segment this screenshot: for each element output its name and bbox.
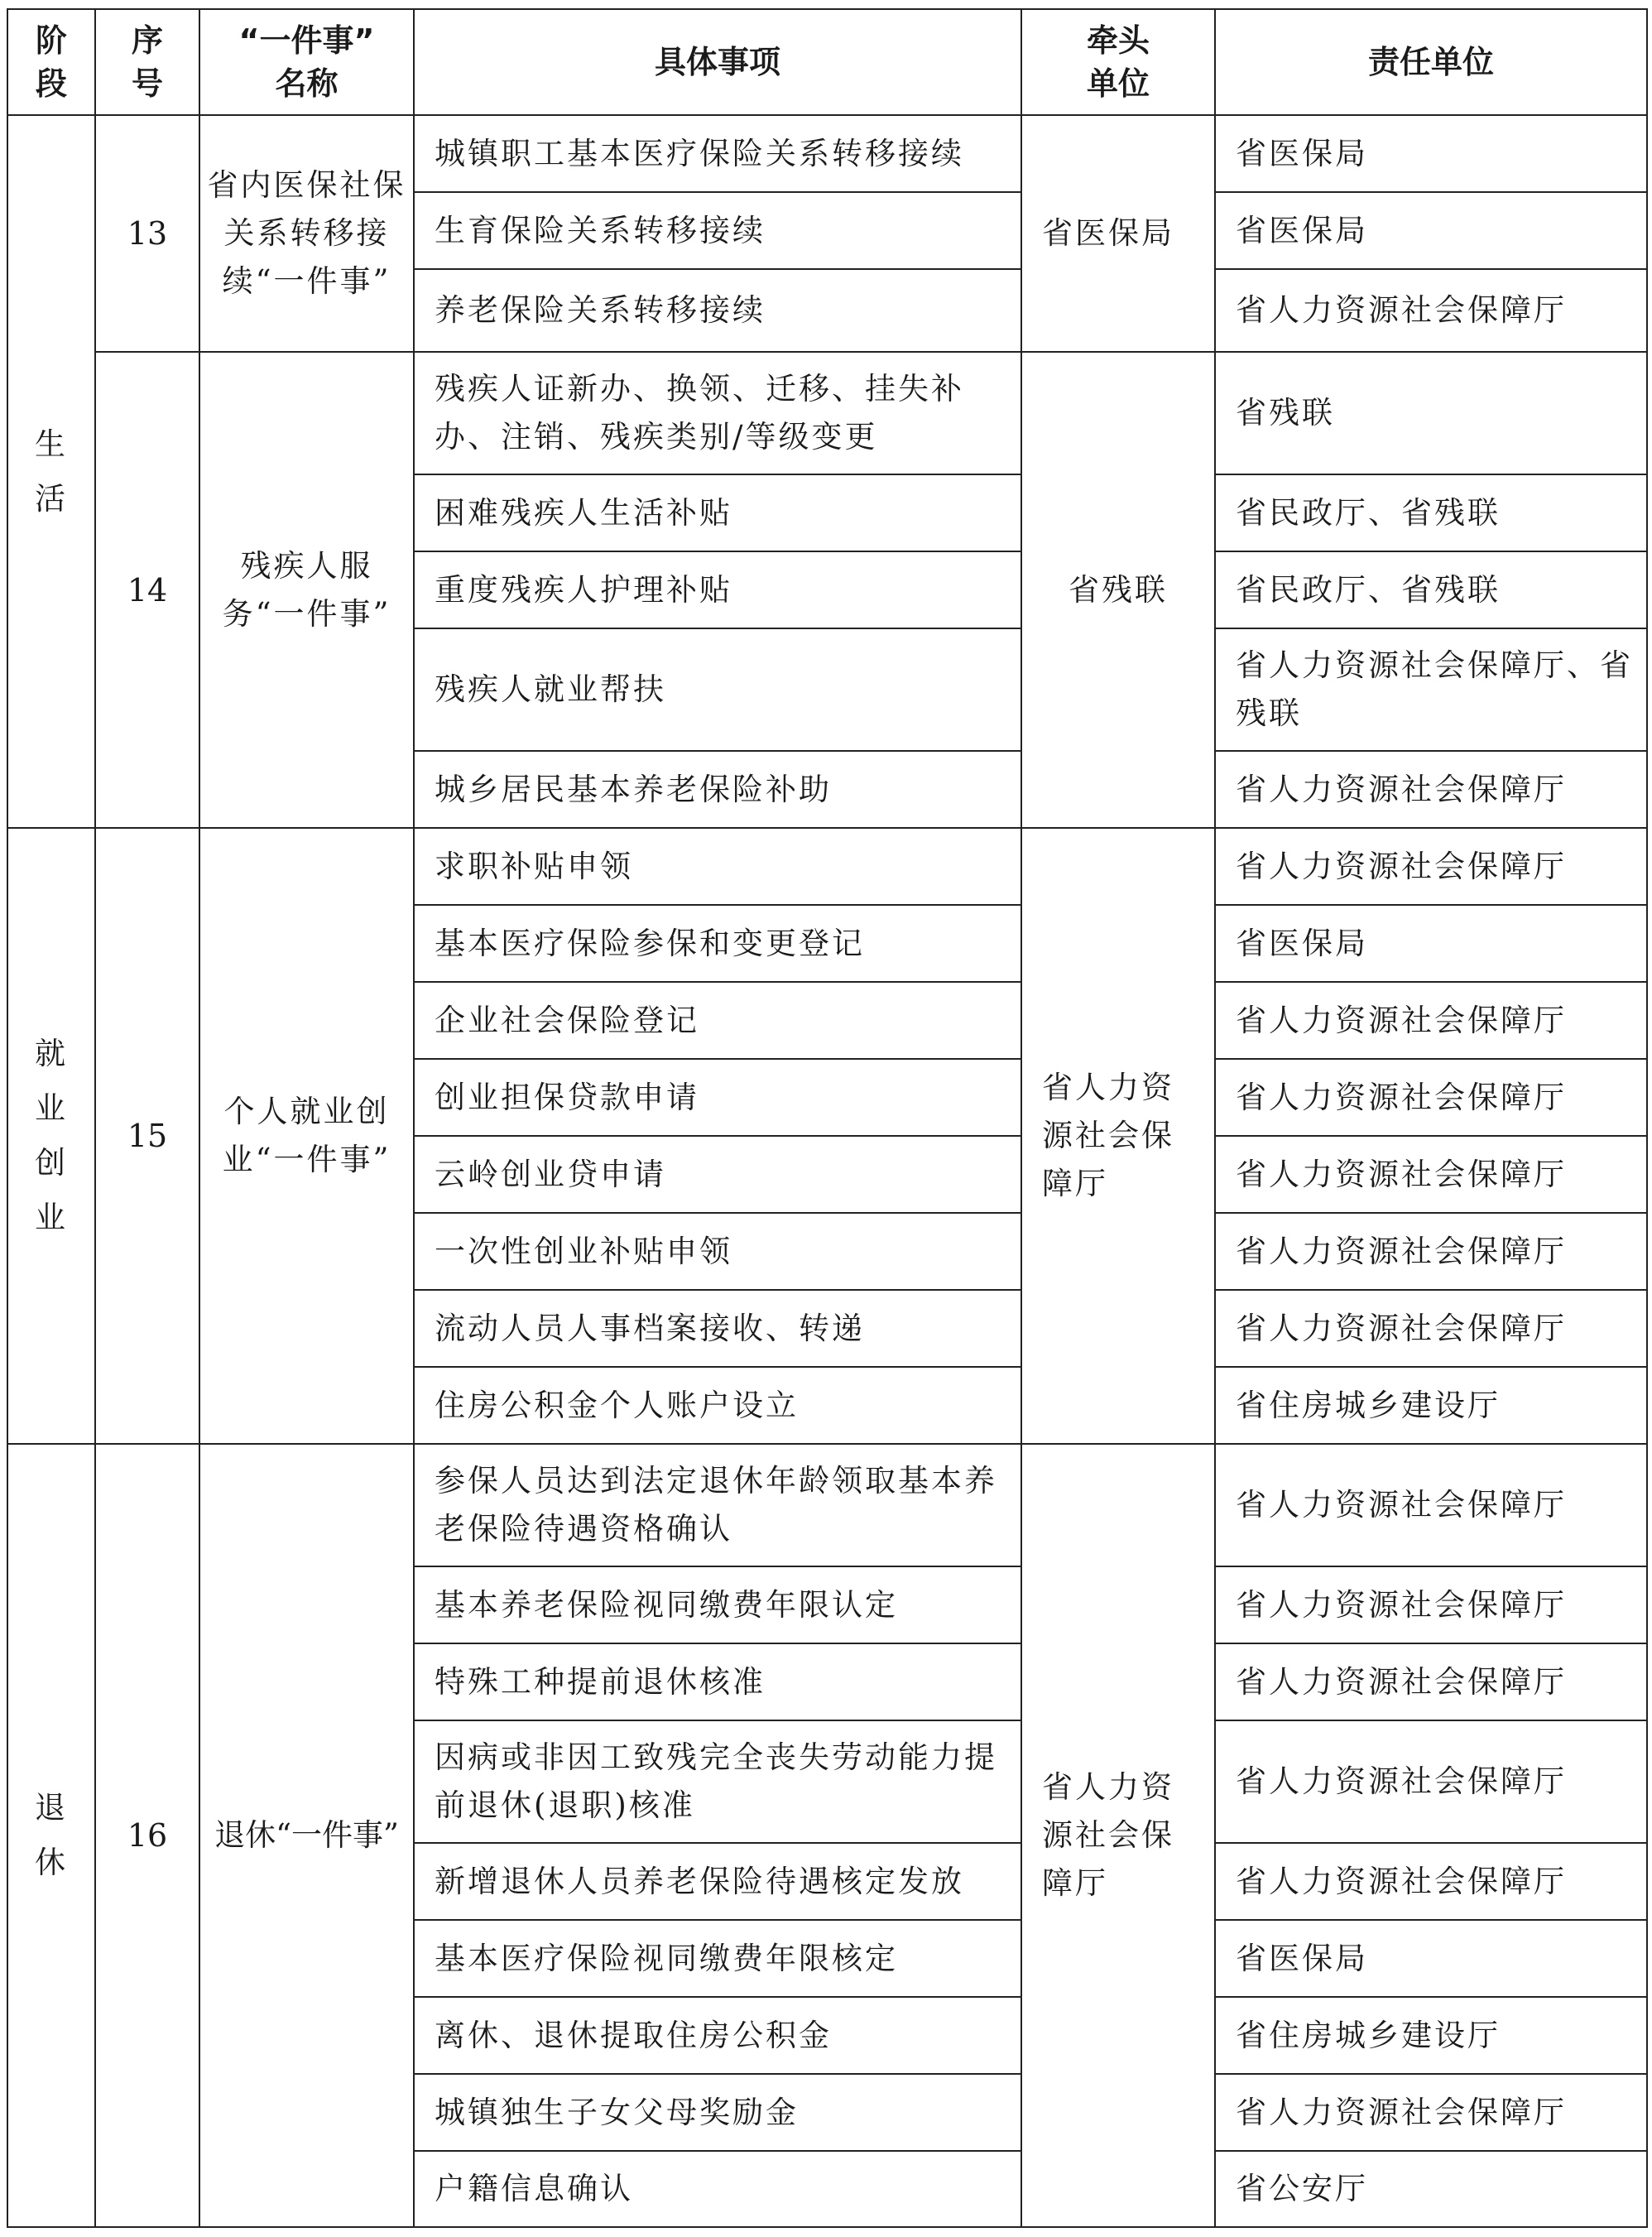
table-body xyxy=(7,115,1647,2227)
item-cell: 城乡居民基本养老保险补助 xyxy=(414,751,1021,828)
resp-cell: 省残联 xyxy=(1215,352,1647,474)
header-resp: 责任单位 xyxy=(1215,9,1647,115)
resp-cell: 省医保局 xyxy=(1215,192,1647,269)
item-cell: 养老保险关系转移接续 xyxy=(414,269,1021,352)
service-name-cell: 省内医保社保关系转移接续“一件事” xyxy=(199,115,414,352)
item-cell: 企业社会保险登记 xyxy=(414,982,1021,1059)
stage-char: 就 xyxy=(35,1036,68,1071)
item-cell: 离休、退休提取住房公积金 xyxy=(414,1997,1021,2074)
item-cell: 重度残疾人护理补贴 xyxy=(414,551,1021,628)
seq-cell: 15 xyxy=(95,828,199,1444)
header-lead xyxy=(1021,9,1215,115)
item-cell: 户籍信息确认 xyxy=(414,2151,1021,2227)
resp-cell: 省医保局 xyxy=(1215,115,1647,192)
resp-cell: 省人力资源社会保障厅、省残联 xyxy=(1215,628,1647,751)
item-cell: 创业担保贷款申请 xyxy=(414,1059,1021,1136)
stage-char: 活 xyxy=(35,480,68,517)
header-name-line: “一件事” xyxy=(238,22,375,59)
item-cell: 基本养老保险视同缴费年限认定 xyxy=(414,1566,1021,1643)
resp-cell: 省民政厅、省残联 xyxy=(1215,474,1647,551)
item-cell: 残疾人证新办、换领、迁移、挂失补办、注销、残疾类别/等级变更 xyxy=(414,352,1021,474)
item-cell: 残疾人就业帮扶 xyxy=(414,628,1021,751)
item-cell: 流动人员人事档案接收、转递 xyxy=(414,1290,1021,1367)
resp-cell: 省住房城乡建设厅 xyxy=(1215,1997,1647,2074)
stage-cell xyxy=(7,115,95,828)
resp-cell: 省人力资源社会保障厅 xyxy=(1215,751,1647,828)
lead-cell: 省人力资源社会保障厅 xyxy=(1021,828,1215,1444)
stage-char: 生 xyxy=(35,426,68,462)
stage-char: 休 xyxy=(35,1845,68,1880)
resp-cell: 省人力资源社会保障厅 xyxy=(1215,2074,1647,2151)
stage-char: 业 xyxy=(35,1200,68,1235)
header-name xyxy=(199,9,414,115)
item-cell: 城镇独生子女父母奖励金 xyxy=(414,2074,1021,2151)
item-cell: 基本医疗保险参保和变更登记 xyxy=(414,905,1021,982)
header-name-line: 名称 xyxy=(275,65,339,102)
item-cell: 因病或非因工致残完全丧失劳动能力提前退休(退职)核准 xyxy=(414,1720,1021,1843)
table-row xyxy=(7,1444,1647,1566)
resp-cell: 省人力资源社会保障厅 xyxy=(1215,1213,1647,1290)
header-lead-line: 单位 xyxy=(1086,65,1150,102)
header-stage xyxy=(7,9,95,115)
resp-cell: 省公安厅 xyxy=(1215,2151,1647,2227)
resp-cell: 省民政厅、省残联 xyxy=(1215,551,1647,628)
resp-cell: 省人力资源社会保障厅 xyxy=(1215,982,1647,1059)
stage-cell xyxy=(7,1444,95,2227)
resp-cell: 省人力资源社会保障厅 xyxy=(1215,1843,1647,1920)
seq-cell: 13 xyxy=(95,115,199,352)
item-cell: 新增退休人员养老保险待遇核定发放 xyxy=(414,1843,1021,1920)
table-row xyxy=(7,115,1647,192)
resp-cell: 省人力资源社会保障厅 xyxy=(1215,269,1647,352)
lead-cell: 省人力资源社会保障厅 xyxy=(1021,1444,1215,2227)
stage-cell xyxy=(7,828,95,1444)
service-name-cell: 退休“一件事” xyxy=(199,1444,414,2227)
item-cell: 参保人员达到法定退休年龄领取基本养老保险待遇资格确认 xyxy=(414,1444,1021,1566)
service-name-cell: 个人就业创业“一件事” xyxy=(199,828,414,1444)
header-seq xyxy=(95,9,199,115)
resp-cell: 省人力资源社会保障厅 xyxy=(1215,1643,1647,1720)
header-stage-line: 段 xyxy=(35,65,67,102)
resp-cell: 省人力资源社会保障厅 xyxy=(1215,1720,1647,1843)
header-row xyxy=(7,9,1647,115)
item-cell: 城镇职工基本医疗保险关系转移接续 xyxy=(414,115,1021,192)
header-lead-line: 牵头 xyxy=(1086,22,1150,59)
stage-char: 业 xyxy=(35,1090,68,1126)
item-cell: 云岭创业贷申请 xyxy=(414,1136,1021,1213)
table-row xyxy=(7,352,1647,474)
stage-char: 创 xyxy=(35,1145,68,1181)
item-cell: 住房公积金个人账户设立 xyxy=(414,1367,1021,1444)
header-seq-line: 号 xyxy=(131,65,163,102)
table-row xyxy=(7,828,1647,905)
resp-cell: 省人力资源社会保障厅 xyxy=(1215,1566,1647,1643)
resp-cell: 省人力资源社会保障厅 xyxy=(1215,1290,1647,1367)
item-cell: 一次性创业补贴申领 xyxy=(414,1213,1021,1290)
resp-cell: 省人力资源社会保障厅 xyxy=(1215,828,1647,905)
stage-char: 退 xyxy=(35,1790,68,1826)
item-cell: 困难残疾人生活补贴 xyxy=(414,474,1021,551)
service-name-cell: 残疾人服务“一件事” xyxy=(199,352,414,828)
item-cell: 生育保险关系转移接续 xyxy=(414,192,1021,269)
services-table xyxy=(7,8,1648,2228)
item-cell: 特殊工种提前退休核准 xyxy=(414,1643,1021,1720)
resp-cell: 省人力资源社会保障厅 xyxy=(1215,1444,1647,1566)
seq-cell: 16 xyxy=(95,1444,199,2227)
header-items: 具体事项 xyxy=(414,9,1021,115)
lead-cell: 省医保局 xyxy=(1021,115,1215,352)
header-seq-line: 序 xyxy=(131,22,163,59)
seq-cell: 14 xyxy=(95,352,199,828)
item-cell: 求职补贴申领 xyxy=(414,828,1021,905)
resp-cell: 省住房城乡建设厅 xyxy=(1215,1367,1647,1444)
header-stage-line: 阶 xyxy=(35,22,67,59)
item-cell: 基本医疗保险视同缴费年限核定 xyxy=(414,1920,1021,1997)
resp-cell: 省医保局 xyxy=(1215,905,1647,982)
resp-cell: 省人力资源社会保障厅 xyxy=(1215,1136,1647,1213)
lead-cell: 省残联 xyxy=(1021,352,1215,828)
resp-cell: 省医保局 xyxy=(1215,1920,1647,1997)
resp-cell: 省人力资源社会保障厅 xyxy=(1215,1059,1647,1136)
